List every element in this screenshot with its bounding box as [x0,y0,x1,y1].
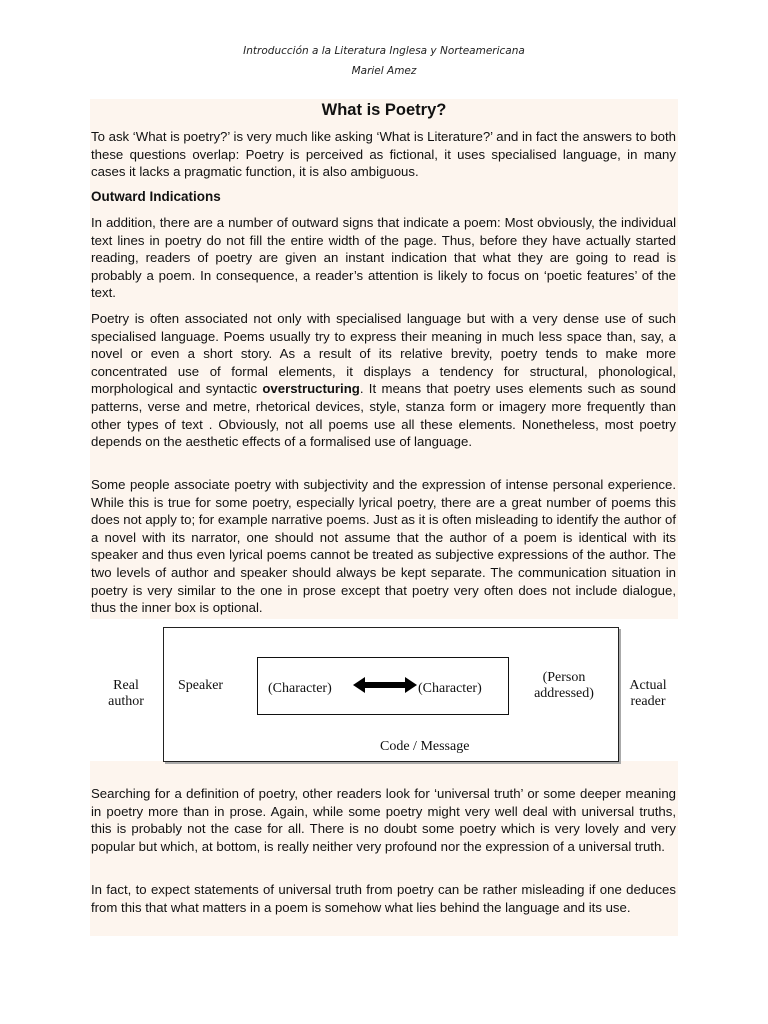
label-line: Real [113,678,139,693]
label-line: addressed) [534,686,594,701]
character-right-label: (Character) [418,681,482,696]
label-line: author [108,694,144,709]
paragraph-conclusion: In fact, to expect statements of universal truth from poetry can be rather misleading if one deduces from this that what matters in a poem is somehow what lies behind the language and its use. [91,882,676,915]
paragraph-universal-truth: Searching for a definition of poetry, other readers look for ‘universal truth’ or some deeper meaning in poetry more than in prose. Again, while some poetry might very well deal with universal truths, this is probably not the case for all. There is no doubt some poetry which is very lovely and very popular but which, at bottom, is really neither very profound nor the expression of a universal truth. [91,786,676,854]
person-addressed-label [520,670,608,702]
actual-reader-label [620,678,676,710]
character-left-label: (Character) [268,681,332,696]
page-header [0,41,768,81]
real-author-label [98,678,154,710]
paragraph-text: Poetry is often associated not only with specialised language but with a very dense use of such specialised language. Poems usually try to express their meaning in much less space than, say, a novel or even a short story. As a result of its relative brevity, poetry tends to make more concentrated use of formal elements, it displays a tendency for structural, phonological, morphological and syntactic [91,311,676,397]
page-title: What is Poetry? [321,101,447,119]
label-line: reader [630,694,666,709]
double-arrow-icon [353,676,417,694]
header-author: Mariel Amez [351,65,417,77]
paragraph-subjectivity: Some people associate poetry with subjectivity and the expression of intense personal experience. While this is true for some poetry, especially lyrical poetry, there are a great number of poems this does not apply to; for example narrative poems. Just as it is often misleading to identify the author of a novel with its narrator, one should not assume that the author of a poem is identical with its speaker and thus even lyrical poems cannot be treated as subjective expressions of the author. The two levels of author and speaker should always be kept separate. The communication situation in poetry is very similar to the one in prose except that poetry very often does not include dialogue, thus the inner box is optional. [91,477,676,616]
bold-term: overstructuring [262,381,360,397]
label-line: (Person [542,670,586,685]
speaker-label: Speaker [178,678,224,693]
paragraph-specialised-language [91,310,676,451]
course-title: Introducción a la Literatura Inglesa y Norteamericana [243,45,525,57]
code-message-label: Code / Message [380,739,470,754]
section-heading: Outward Indications [91,189,221,204]
label-line: Actual [629,678,667,693]
paragraph-text: . It means that poetry uses elements such as sound patterns, verse and metre, rhetorical devices, style, stanza form or imagery more frequently than other types of text . Obviously, not all poems use all these elements. Nonetheless, most poetry depends on the aesthetic effects of a formalised use of language. [91,381,676,450]
paragraph-outward-signs: In addition, there are a number of outward signs that indicate a poem: Most obviously, the individual text lines in poetry do not fill the entire width of the page. Thus, before they have actually started reading, readers of poetry are given an instant indication that what they are going to read is probably a poem. In consequence, a reader’s attention is likely to focus on ‘poetic features’ of the text. [91,215,676,301]
paragraph-intro: To ask ‘What is poetry?’ is very much like asking ‘What is Literature?’ and in fact the answers to both these questions overlap: Poetry is perceived as fictional, it uses specialised language, in many cases it lacks a pragmatic function, it is also ambiguous. [91,129,676,180]
